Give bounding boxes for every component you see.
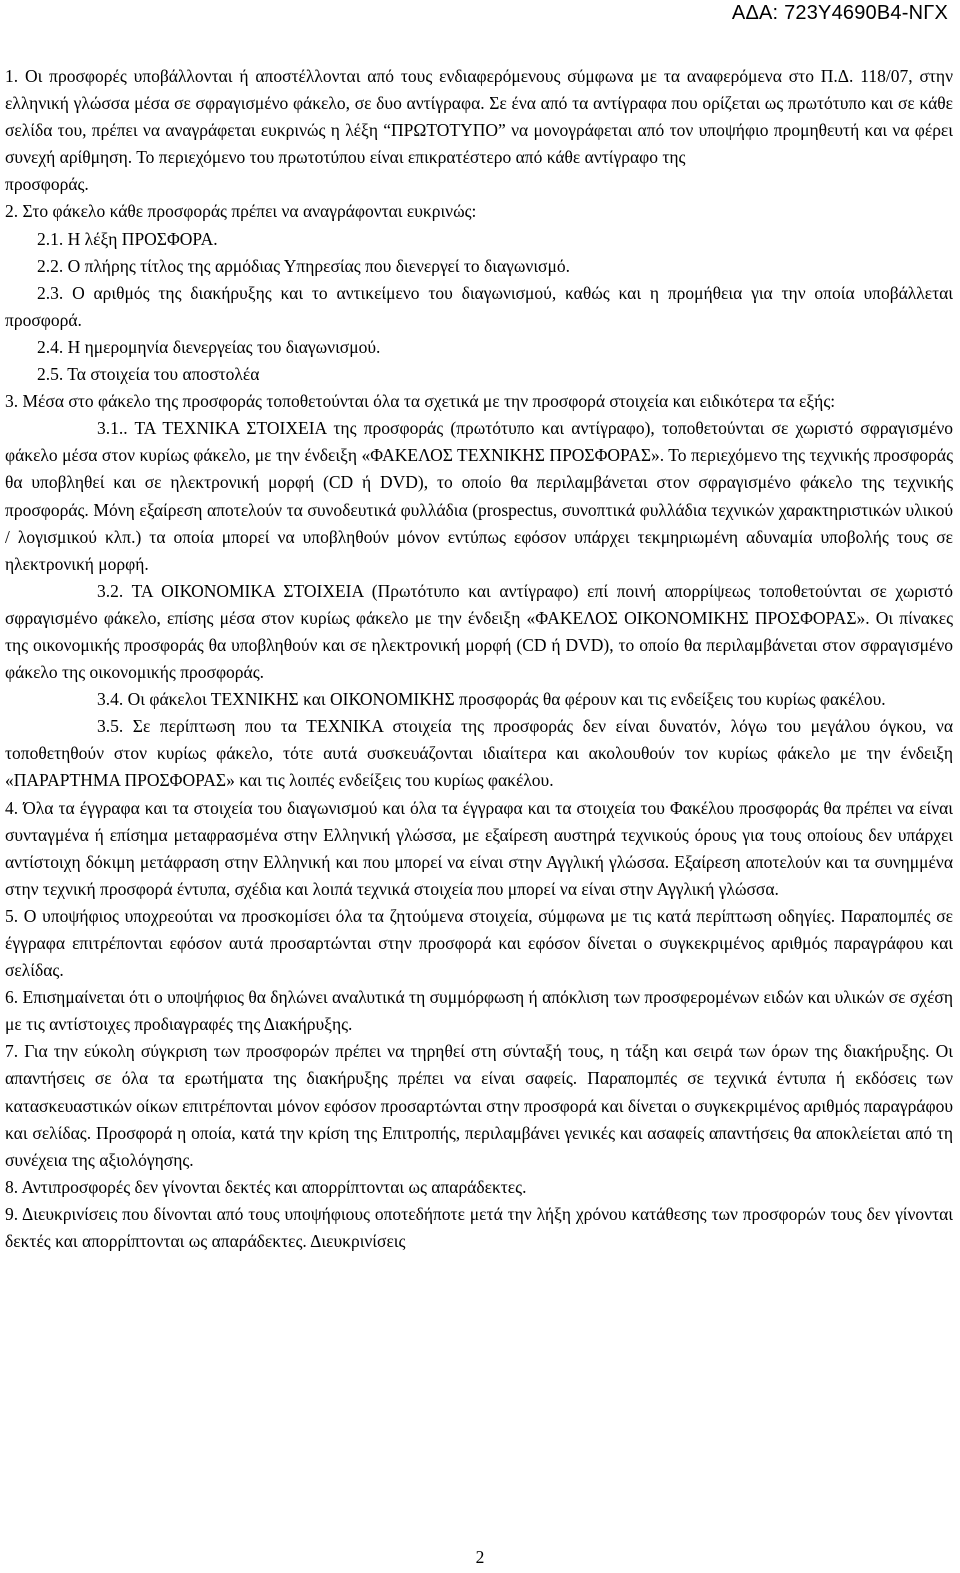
item-2-4: 2.4. Η ημερομηνία διενεργείας του διαγωνισμού. bbox=[37, 336, 381, 357]
paragraph-5: 5. Ο υποψήφιος υποχρεούται να προσκομίσει όλα τα ζητούμενα στοιχεία, σύμφωνα με τις κατά περίπτωση οδηγίες. Παραπομπές σε έγγραφα επιτρέπονται εφόσον αυτά προσαρτώνται στην προσφορά και εφόσον δίνεται ο συγκεκριμένος αριθμός παραγράφου και σελίδας. bbox=[5, 905, 953, 981]
paragraph-9: 9. Διευκρινίσεις που δίνονται από τους υποψήφιους οποτεδήποτε μετά την λήξη χρόνου κατάθεσης των προσφορών τους δεν γίνονται δεκτές και απορρίπτονται ως απαράδεκτες. Διευκρινίσεις bbox=[5, 1203, 953, 1252]
item-2-2: 2.2. Ο πλήρης τίτλος της αρμόδιας Υπηρεσίας που διενεργεί το διαγωνισμό. bbox=[37, 255, 570, 276]
item-2-5: 2.5. Τα στοιχεία του αποστολέα bbox=[37, 364, 260, 385]
paragraph-2: 2. Στο φάκελο κάθε προσφοράς πρέπει να αναγράφονται ευκρινώς: bbox=[5, 201, 477, 222]
paragraph-1: 1. Οι προσφορές υποβάλλονται ή αποστέλλονται από τους ενδιαφερόμενους σύμφωνα με τα αναφερόμενα στο Π.Δ. 118/07, στην ελληνική γλώσσα μέσα σε σφραγισμένο φάκελο, σε δυο αντίγραφα. Σε ένα από τα αντίγραφα που ορίζεται ως πρωτότυπο και σε κάθε σελίδα του, πρέπει να αναγράφεται ευκρινώς η λέξη “ΠΡΩΤΟΤΥΠΟ” να μονογράφεται από τον υποψήφιο προμηθευτή και να φέρει συνεχή αρίθμηση. Το περιεχόμενο του πρωτοτύπου είναι επικρατέστερο από κάθε αντίγραφο της bbox=[5, 66, 953, 168]
document-body bbox=[5, 63, 953, 1255]
item-3-2: 3.2. ΤΑ ΟΙΚΟΝΟΜΙΚΑ ΣΤΟΙΧΕΙΑ (Πρωτότυπο και αντίγραφο) επί ποινή απορρίψεως τοποθετούνται σε χωριστό σφραγισμένο φάκελο, επίσης μέσα στον κυρίως φάκελο με την ένδειξη «ΦΑΚΕΛΟΣ ΟΙΚΟΝΟΜΙΚΗΣ ΠΡΟΣΦΟΡΑΣ». Οι πίνακες της οικονομικής προσφοράς θα υποβληθούν και σε ηλεκτρονική μορφή (CD ή DVD), το οποίο θα περιλαμβάνεται στον σφραγισμένο φάκελο της οικονομικής προσφοράς. bbox=[5, 580, 953, 683]
item-3-1: 3.1.. ΤΑ ΤΕΧΝΙΚΑ ΣΤΟΙΧΕΙΑ της προσφοράς (πρωτότυπο και αντίγραφο), τοποθετούνται σε χωριστό σφραγισμένο φάκελο μέσα στον κυρίως φάκελο, με την ένδειξη «ΦΑΚΕΛΟΣ ΤΕΧΝΙΚΗΣ ΠΡΟΣΦΟΡΑΣ». Το περιεχόμενο της τεχνικής προσφοράς θα υποβληθεί και σε ηλεκτρονική μορφή (CD ή DVD), το οποίο θα περιλαμβάνεται στον σφραγισμένο φάκελο της τεχνικής προσφοράς. Μόνη εξαίρεση αποτελούν τα συνοδευτικά φυλλάδια (prospectus, συνοπτικά φυλλάδια τεχνικών χαρακτηριστικών υλικού / λογισμικού κλπ.) τα οποία μπορεί να υποβληθούν μόνον εντύπως εφόσον υπάρχει τεκμηριωμένη αδυναμία υποβολής τους σε ηλεκτρονική μορφή. bbox=[5, 418, 953, 574]
item-2-3: 2.3. Ο αριθμός της διακήρυξης και το αντικείμενο του διαγωνισμού, καθώς και η προμήθεια για την οποία υποβάλλεται προσφορά. bbox=[5, 282, 953, 330]
paragraph-1-end: προσφοράς. bbox=[5, 174, 89, 195]
item-2-1: 2.1. Η λέξη ΠΡΟΣΦΟΡΑ. bbox=[37, 228, 218, 249]
item-3-5: 3.5. Σε περίπτωση που τα ΤΕΧΝΙΚΑ στοιχεία της προσφοράς δεν είναι δυνατόν, λόγω του μεγάλου όγκου, να τοποθετηθούν στον κυρίως φάκελο, τότε αυτά συσκευάζονται ιδιαίτερα και ακολουθούν τον κυρίως φάκελο με την ένδειξη «ΠΑΡΑΡΤΗΜΑ ΠΡΟΣΦΟΡΑΣ» και τις λοιπές ενδείξεις του κυρίως φακέλου. bbox=[5, 716, 953, 791]
paragraph-7: 7. Για την εύκολη σύγκριση των προσφορών πρέπει να τηρηθεί στη σύνταξή τους, η τάξη και σειρά των όρων της διακήρυξης. Οι απαντήσεις σε όλα τα ερωτήματα της διακήρυξης πρέπει να είναι σαφείς. Παραπομπές σε τεχνικά έντυπα ή εκδόσεις των κατασκευαστικών οίκων επιτρέπονται μόνον εφόσον προσαρτώνται στην προσφορά και δίνεται ο συγκεκριμένος αριθμός παραγράφου και σελίδας. Προσφορά η οποία, κατά την κρίση της Επιτροπής, περιλαμβάνει γενικές και ασαφείς απαντήσεις θα αποκλείεται από τη συνέχεια της αξιολόγησης. bbox=[5, 1041, 953, 1170]
item-3-4: 3.4. Οι φάκελοι ΤΕΧΝΙΚΗΣ και ΟΙΚΟΝΟΜΙΚΗΣ προσφοράς θα φέρουν και τις ενδείξεις του κυρίως φακέλου. bbox=[97, 689, 886, 710]
paragraph-8: 8. Αντιπροσφορές δεν γίνονται δεκτές και απορρίπτονται ως απαράδεκτες. bbox=[5, 1176, 527, 1197]
page-number: 2 bbox=[475, 1547, 485, 1567]
paragraph-6: 6. Επισημαίνεται ότι ο υποψήφιος θα δηλώνει αναλυτικά τη συμμόρφωση ή απόκλιση των προσφερομένων ειδών και υλικών σε σχέση με τις αντίστοιχες προδιαγραφές της Διακήρυξης. bbox=[5, 987, 953, 1035]
paragraph-3: 3. Μέσα στο φάκελο της προσφοράς τοποθετούνται όλα τα σχετικά με την προσφορά στοιχεία και ειδικότερα τα εξής: bbox=[5, 391, 836, 412]
ada-identifier: ΑΔΑ: 723Υ4690Β4-ΝΓΧ bbox=[731, 2, 948, 24]
paragraph-4: 4. Όλα τα έγγραφα και τα στοιχεία του διαγωνισμού και όλα τα έγγραφα και τα στοιχεία του Φακέλου προσφοράς θα πρέπει να είναι συνταγμένα ή επίσημα μεταφρασμένα στην Ελληνική γλώσσα, με εξαίρεση αυστηρά τεχνικούς όρους για τους οποίους δεν υπάρχει αντίστοιχη δόκιμη μετάφραση στην Ελληνική και που μπορεί να είναι στην Αγγλική γλώσσα. Εξαίρεση αποτελούν και τα συνημμένα στην τεχνική προσφορά έντυπα, σχέδια και λοιπά τεχνικά στοιχεία που μπορεί να είναι στην Αγγλική γλώσσα. bbox=[5, 797, 953, 899]
